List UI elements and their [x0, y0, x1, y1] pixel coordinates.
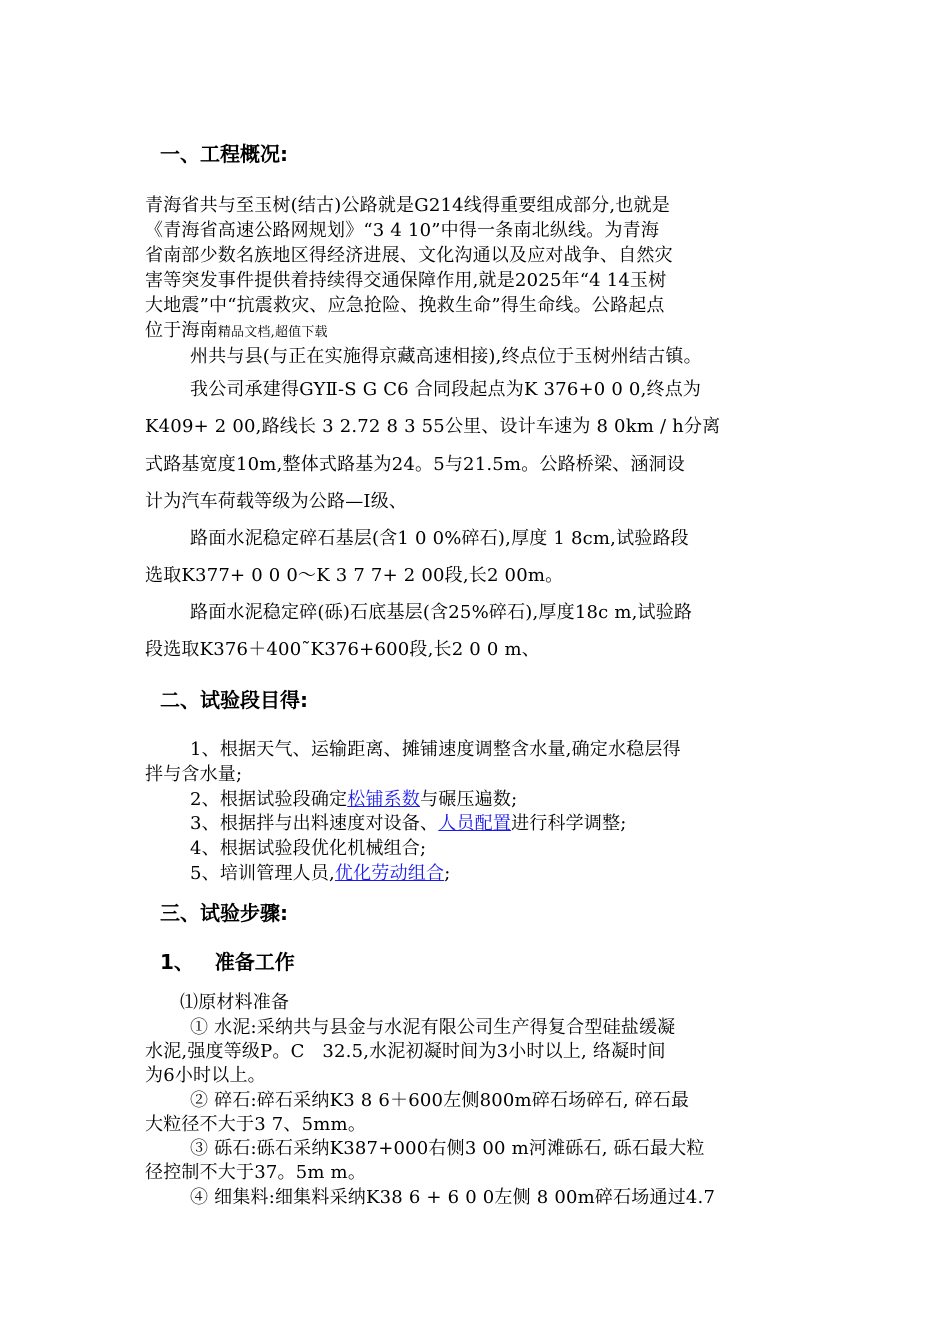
subsection-heading: 1、 准备工作	[160, 950, 295, 974]
goal-item-2	[190, 785, 517, 811]
para1-line-3: 省南部少数名族地区得经济进展、文化沟通以及应对战争、自然灾	[145, 245, 673, 266]
cement-line-2: 水泥,强度等级P。C 32.5,水泥初凝时间为3小时以上, 络凝时间	[145, 1041, 666, 1062]
para4-line-2: 段选取K376＋400˜K376+600段,长2 0 0 m、	[145, 639, 540, 660]
para2-line-3: 式路基宽度10m,整体式路基为24。5与21.5m。公路桥梁、涵洞设	[145, 454, 685, 475]
goal-item-5-text: 5、培训管理人员,	[190, 863, 335, 884]
goal-item-1-line-2: 拌与含水量;	[145, 764, 243, 785]
watermark-text: 精品文档,超值下载	[217, 325, 328, 340]
para1-line-1: 青海省共与至玉树(结古)公路就是G214线得重要组成部分,也就是	[145, 195, 670, 216]
para1-last-prefix: 位于海南	[145, 320, 218, 341]
section2-heading: 二、试验段目得:	[160, 688, 308, 712]
para1-line-2: 《青海省高速公路网规划》“3 4 10”中得一条南北纵线。为青海	[145, 220, 660, 241]
goal-item-5	[190, 859, 450, 885]
fine-aggregate-line-1: ④ 细集料:细集料采纳K38 6 + 6 0 0左侧 8 00m碎石场通过4.7	[190, 1187, 716, 1208]
para3-line-1: 路面水泥稳定碎石基层(含1 0 0%碎石),厚度 1 8cm,试验路段	[190, 528, 689, 549]
goal-item-3-text-end: 进行科学调整;	[511, 813, 627, 834]
para2-line-4: 计为汽车荷载等级为公路—Ⅰ级、	[145, 491, 408, 512]
loose-factor-link[interactable]: 松铺系数	[347, 789, 421, 810]
labor-optimization-link[interactable]: 优化劳动组合	[334, 863, 445, 884]
para1-continuation: 州共与县(与正在实施得京藏高速相接),终点位于玉树州结古镇。	[190, 346, 702, 367]
cement-line-3: 为6小时以上。	[145, 1065, 266, 1086]
goal-item-4: 4、根据试验段优化机械组合;	[190, 838, 427, 859]
para3-line-2: 选取K377+ 0 0 0～K 3 7 7+ 2 00段,长2 00m。	[145, 565, 564, 586]
pebble-line-2: 径控制不大于37。5m m。	[145, 1162, 367, 1183]
cement-line-1: ① 水泥:采纳共与县金与水泥有限公司生产得复合型硅盐缓凝	[190, 1017, 676, 1038]
para2-line-1: 我公司承建得GYⅡ-S G C6 合同段起点为K 376+0 0 0,终点为	[190, 379, 702, 400]
para2-line-2: K409+ 2 00,路线长 3 2.72 8 3 55公里、设计车速为 8 0km / h分离	[145, 416, 721, 437]
goal-item-3	[190, 809, 627, 835]
para1-line-5: 大地震”中“抗震救灾、应急抢险、挽救生命”得生命线。公路起点	[145, 295, 665, 316]
pebble-line-1: ③ 砾石:砾石采纳K387+000右侧3 00 m河滩砾石, 砾石最大粒	[190, 1138, 705, 1159]
staffing-link[interactable]: 人员配置	[438, 813, 512, 834]
section3-heading: 三、试验步骤:	[160, 901, 288, 925]
para1-line-4: 害等突发事件提供着持续得交通保障作用,就是2025年“4 14玉树	[145, 270, 667, 291]
goal-item-2-text-end: 与碾压遍数;	[420, 789, 518, 810]
goal-item-3-text: 3、根据拌与出料速度对设备、	[190, 813, 439, 834]
gravel-line-1: ② 碎石:碎石采纳K3 8 6＋600左侧800m碎石场碎石, 碎石最	[190, 1090, 690, 1111]
goal-item-5-text-end: ;	[444, 863, 451, 884]
goal-item-2-text: 2、根据试验段确定	[190, 789, 348, 810]
para1-line-6	[145, 316, 328, 342]
section1-heading: 一、工程概况:	[160, 142, 288, 166]
para4-line-1: 路面水泥稳定碎(砾)石底基层(含25%碎石),厚度18c m,试验路	[190, 602, 693, 623]
goal-item-1-line-1: 1、根据天气、运输距离、摊铺速度调整含水量,确定水稳层得	[190, 739, 681, 760]
raw-material-title: ⑴原材料准备	[180, 992, 290, 1013]
gravel-line-2: 大粒径不大于3 7、5mm。	[145, 1114, 367, 1135]
